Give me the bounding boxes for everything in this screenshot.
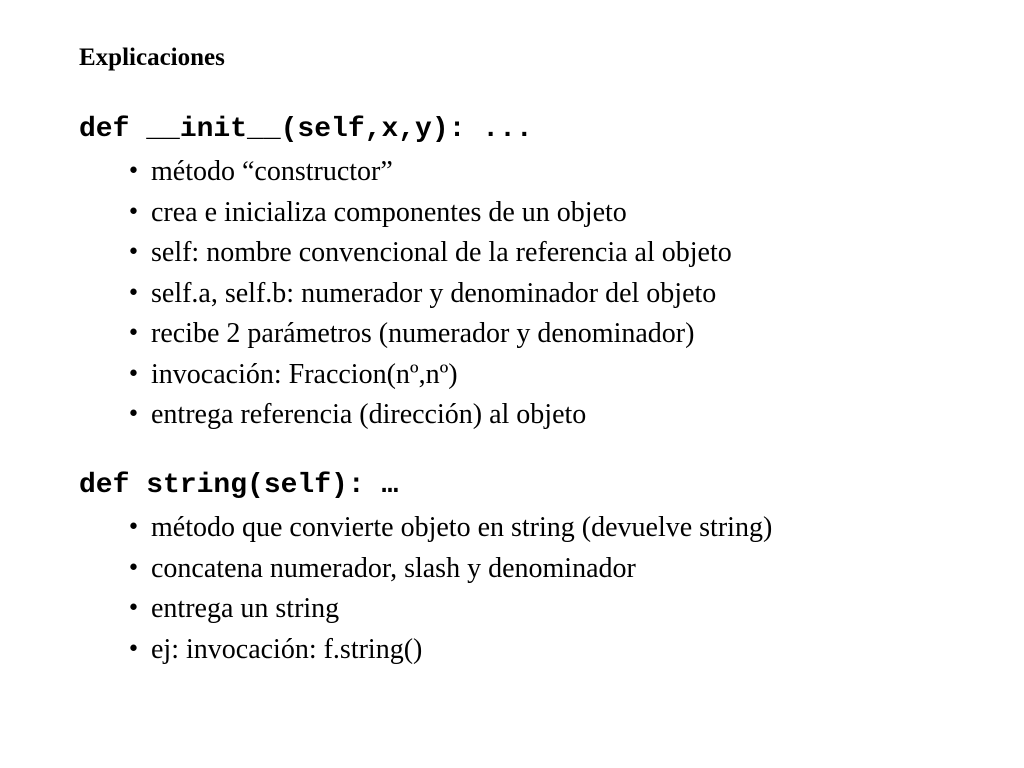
bullet-text: entrega un string xyxy=(151,593,340,624)
bullet-icon: • xyxy=(127,555,140,581)
bullet-icon: • xyxy=(127,402,140,427)
bullet-text: ej: invocación: f.string() xyxy=(151,633,423,665)
bullet-icon: • xyxy=(127,240,140,265)
bullet-text: self.a, self.b: numerador y denominador del objeto xyxy=(151,277,717,309)
bullet-icon: • xyxy=(127,280,140,306)
bullet-icon: • xyxy=(127,636,140,662)
bullet-icon: • xyxy=(127,321,140,346)
bullet-icon: • xyxy=(127,515,140,540)
list-item xyxy=(127,152,732,193)
bullet-text: método “constructor” xyxy=(151,156,393,187)
bullet-text: crea e inicializa componentes de un objeto xyxy=(151,196,627,228)
slide-heading: Explicaciones xyxy=(79,44,225,71)
bullet-text: invocación: Fraccion(nº,nº) xyxy=(151,358,458,390)
string-method-signature: def string(self): … xyxy=(79,470,399,501)
bullet-icon: • xyxy=(127,159,140,184)
bullet-icon: • xyxy=(127,199,140,225)
bullet-text: entrega referencia (dirección) al objeto xyxy=(151,399,587,430)
list-item xyxy=(127,395,732,436)
bullet-icon: • xyxy=(127,596,140,621)
string-method-bullet-list xyxy=(127,508,772,670)
list-item xyxy=(127,630,772,671)
list-item xyxy=(127,549,772,590)
bullet-text: recibe 2 parámetros (numerador y denominador) xyxy=(151,318,695,349)
bullet-text: self: nombre convencional de la referencia al objeto xyxy=(151,237,732,268)
list-item xyxy=(127,233,732,274)
init-method-bullet-list xyxy=(127,152,732,436)
list-item xyxy=(127,274,732,315)
bullet-text: concatena numerador, slash y denominador xyxy=(151,552,636,584)
list-item xyxy=(127,314,732,355)
list-item xyxy=(127,508,772,549)
list-item xyxy=(127,355,732,396)
list-item xyxy=(127,193,732,234)
bullet-text: método que convierte objeto en string (devuelve string) xyxy=(151,512,773,543)
init-method-signature: def __init__(self,x,y): ... xyxy=(79,114,533,145)
list-item xyxy=(127,589,772,630)
bullet-icon: • xyxy=(127,361,140,387)
